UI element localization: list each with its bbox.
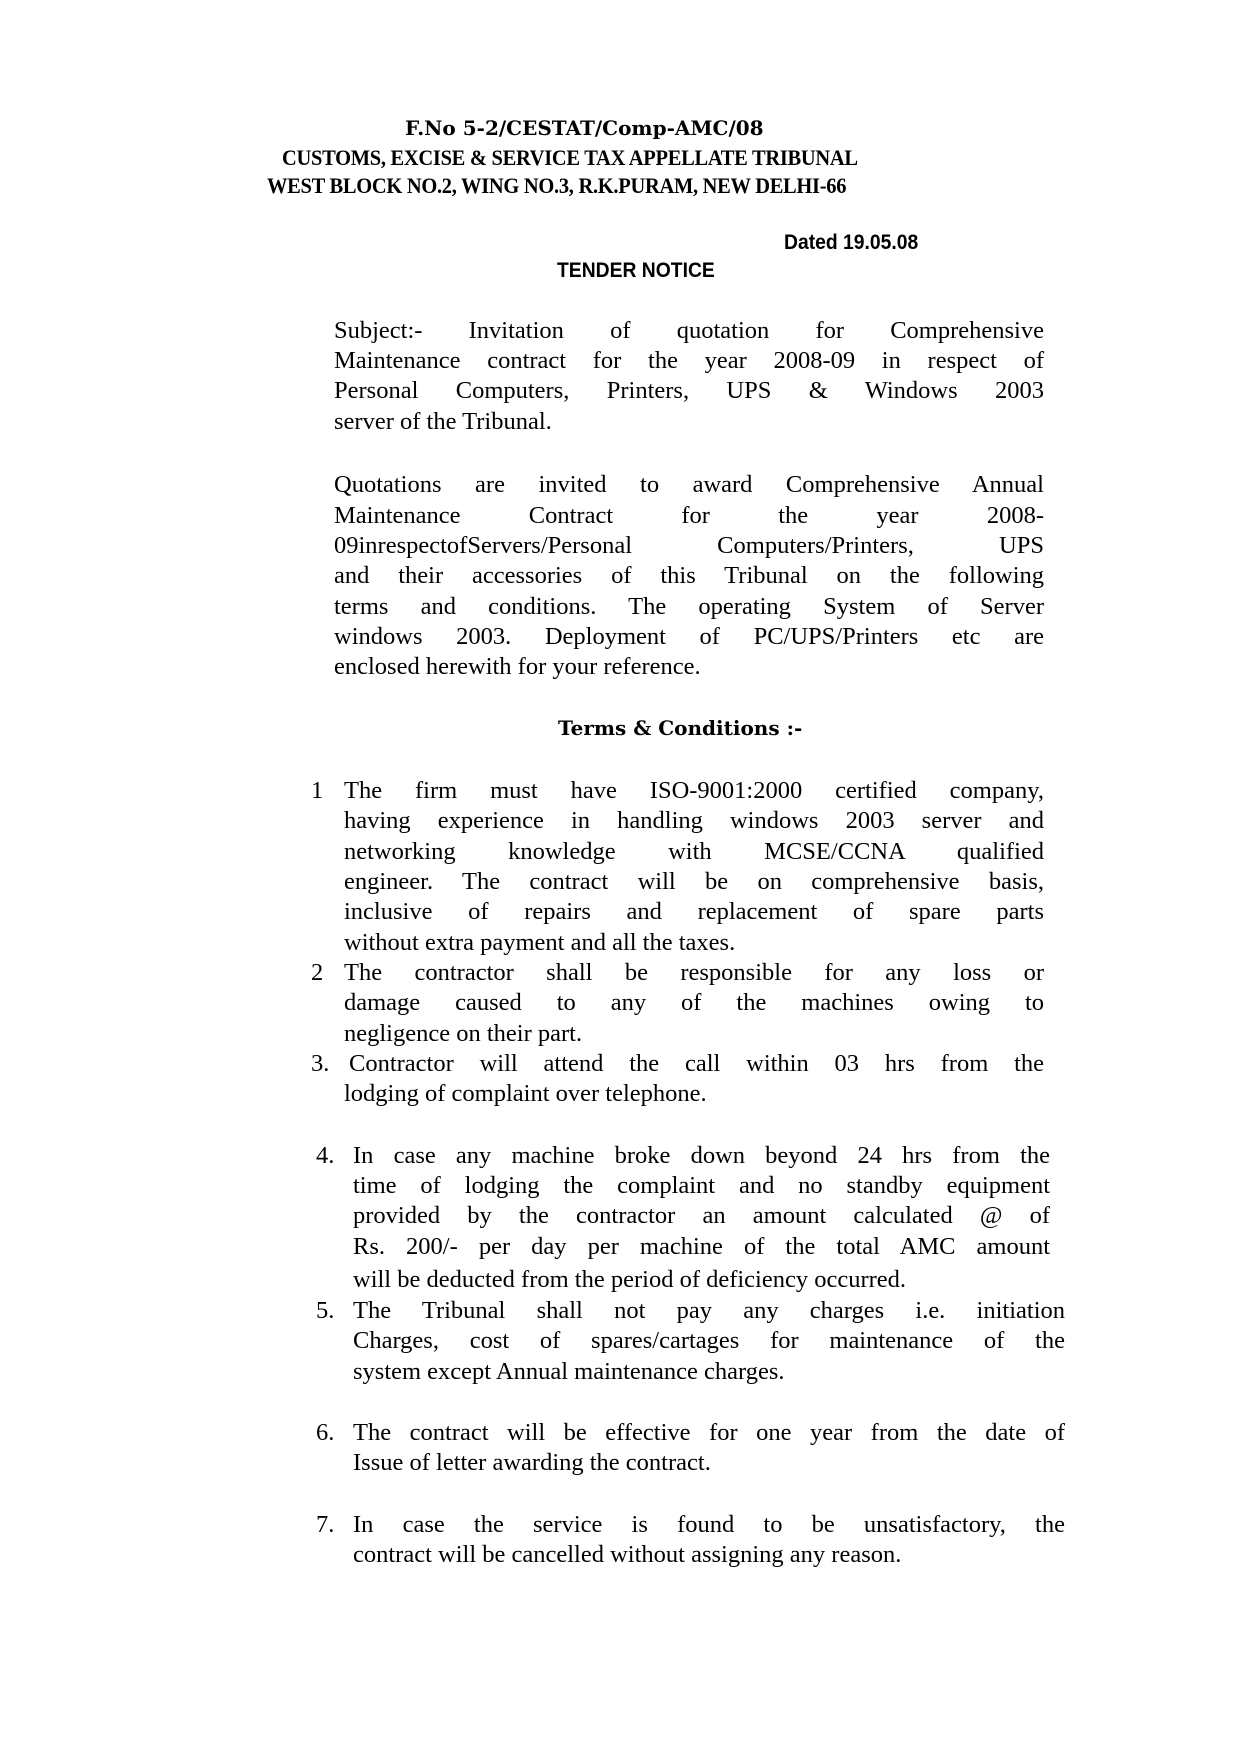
term-line: The firm must have ISO-9001:2000 certified company, xyxy=(344,777,1044,804)
term-line: inclusive of repairs and replacement of spare parts xyxy=(344,898,1044,925)
organization-name: CUSTOMS, EXCISE & SERVICE TAX APPELLATE TRIBUNAL xyxy=(282,145,858,170)
subject-line: server of the Tribunal. xyxy=(334,408,552,435)
term-line: The contractor shall be responsible for any loss or xyxy=(344,959,1044,986)
term-line: will be deducted from the period of deficiency occurred. xyxy=(353,1266,907,1293)
intro-line: Maintenance Contract for the year 2008- xyxy=(334,502,1044,529)
term-line: networking knowledge with MCSE/CCNA qualified xyxy=(344,838,1044,865)
term-line: In case any machine broke down beyond 24 hrs from the xyxy=(353,1142,1050,1169)
file-number: F.No 5-2/CESTAT/Comp-AMC/08 xyxy=(405,116,764,140)
term-number: 3. xyxy=(311,1050,330,1077)
term-line: lodging of complaint over telephone. xyxy=(344,1080,707,1107)
term-line: Charges, cost of spares/cartages for maintenance of the xyxy=(353,1327,1065,1354)
term-line: having experience in handling windows 2003 server and xyxy=(344,807,1044,834)
term-line: Rs. 200/- per day per machine of the total AMC amount xyxy=(353,1233,1050,1260)
term-number: 7. xyxy=(316,1511,335,1538)
intro-line: enclosed herewith for your reference. xyxy=(334,653,701,680)
term-line: Issue of letter awarding the contract. xyxy=(353,1449,711,1476)
subject-line: Subject:- Invitation of quotation for Comprehensive xyxy=(334,317,1044,344)
intro-line: 09inrespectofServers/Personal Computers/Printers, UPS xyxy=(334,532,1044,559)
organization-address: WEST BLOCK NO.2, WING NO.3, R.K.PURAM, NEW DELHI-66 xyxy=(267,173,847,198)
notice-date: Dated 19.05.08 xyxy=(784,231,919,254)
term-line: The Tribunal shall not pay any charges i.e. initiation xyxy=(353,1297,1065,1324)
term-line: negligence on their part. xyxy=(344,1020,583,1047)
term-number: 2 xyxy=(311,959,324,986)
term-line: In case the service is found to be unsatisfactory, the xyxy=(353,1511,1065,1538)
terms-heading: Terms & Conditions :- xyxy=(558,716,803,740)
term-number: 4. xyxy=(316,1142,335,1169)
term-line: Contractor will attend the call within 03 hrs from the xyxy=(349,1050,1044,1077)
term-line: engineer. The contract will be on comprehensive basis, xyxy=(344,868,1044,895)
term-number: 1 xyxy=(311,777,324,804)
term-number: 6. xyxy=(316,1419,335,1446)
term-line: time of lodging the complaint and no standby equipment xyxy=(353,1172,1050,1199)
subject-line: Maintenance contract for the year 2008-09 in respect of xyxy=(334,347,1044,374)
term-number: 5. xyxy=(316,1297,335,1324)
subject-line: Personal Computers, Printers, UPS & Windows 2003 xyxy=(334,377,1044,404)
term-line: provided by the contractor an amount calculated @ of xyxy=(353,1202,1050,1229)
intro-line: terms and conditions. The operating System of Server xyxy=(334,593,1044,620)
intro-line: Quotations are invited to award Comprehensive Annual xyxy=(334,471,1044,498)
term-line: damage caused to any of the machines owing to xyxy=(344,989,1044,1016)
intro-line: windows 2003. Deployment of PC/UPS/Printers etc are xyxy=(334,623,1044,650)
notice-title: TENDER NOTICE xyxy=(557,259,715,282)
term-line: without extra payment and all the taxes. xyxy=(344,929,736,956)
term-line: system except Annual maintenance charges. xyxy=(353,1358,785,1385)
term-line: contract will be cancelled without assigning any reason. xyxy=(353,1541,902,1568)
term-line: The contract will be effective for one year from the date of xyxy=(353,1419,1065,1446)
intro-line: and their accessories of this Tribunal on the following xyxy=(334,562,1044,589)
